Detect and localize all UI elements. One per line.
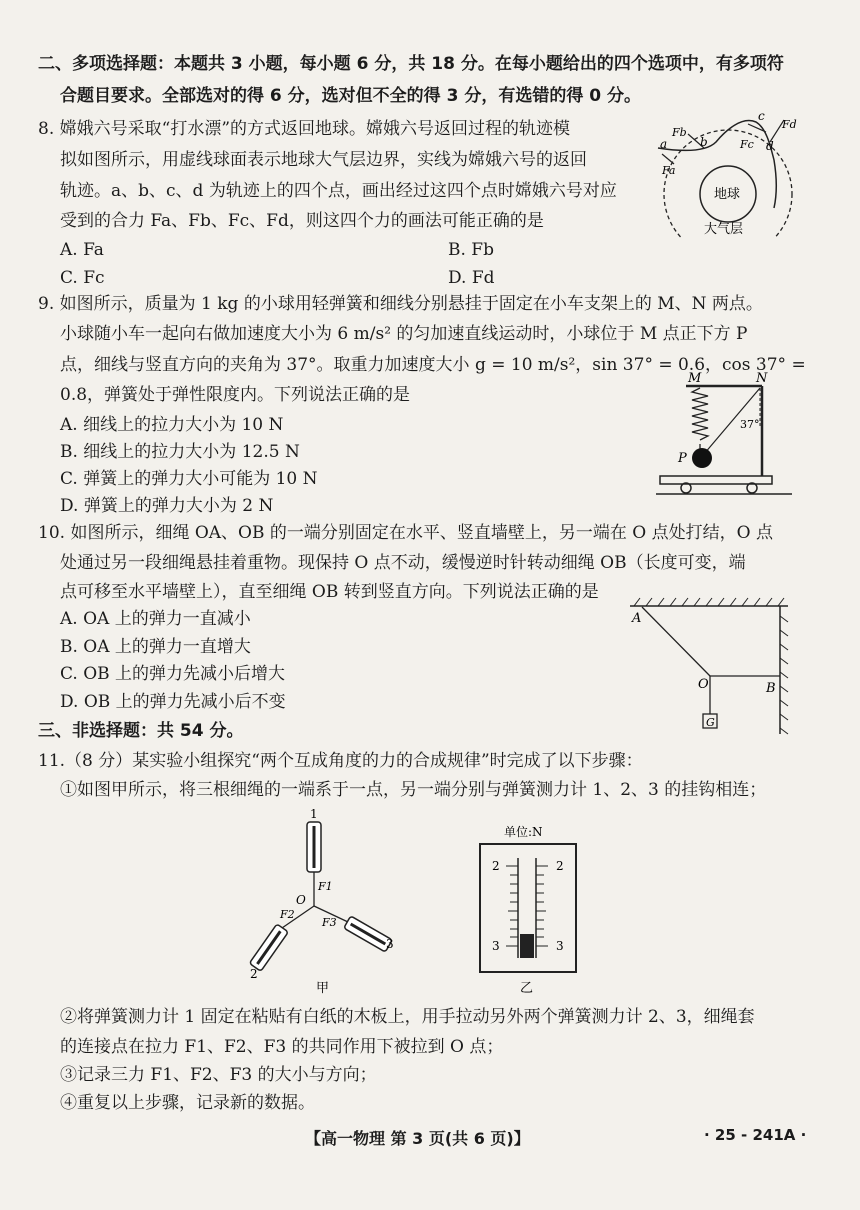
pointer bbox=[520, 934, 534, 958]
fc-label: Fc bbox=[740, 138, 754, 151]
q8-trajectory-figure bbox=[644, 108, 804, 238]
point-n-label: N bbox=[756, 371, 768, 386]
point-p-label: P bbox=[678, 451, 687, 466]
q8-line2: 拟如图所示，用虚线球面表示地球大气层边界，实线为嫦娥六号的返回 bbox=[60, 150, 587, 170]
q8-option-b: B. Fb bbox=[448, 240, 494, 260]
f2-label: F2 bbox=[280, 908, 295, 921]
meter-3-label: 3 bbox=[386, 937, 394, 951]
q8-line3: 轨迹。a、b、c、d 为轨迹上的四个点，画出经过这四个点时嫦娥六号对应 bbox=[60, 181, 617, 201]
meter-2-label: 2 bbox=[250, 967, 258, 981]
force-fc-arrow bbox=[748, 124, 766, 132]
q10-option-b: B. OA 上的弹力一直增大 bbox=[60, 637, 251, 657]
q10-line2: 处通过另一段细绳悬挂着重物。现保持 O 点不动，缓慢逆时针转动细绳 OB（长度可变，端 bbox=[60, 553, 746, 573]
q9-option-b: B. 细线上的拉力大小为 12.5 N bbox=[60, 442, 300, 462]
q11-step3: ③记录三力 F1、F2、F3 的大小与方向； bbox=[60, 1065, 377, 1085]
q8-option-c: C. Fc bbox=[60, 268, 105, 288]
weight-g-label: G bbox=[706, 716, 715, 729]
unit-label: 单位:N bbox=[504, 825, 543, 839]
q10-rope-figure bbox=[628, 596, 796, 740]
q9-option-d: D. 弹簧上的弹力大小为 2 N bbox=[60, 496, 274, 516]
rope-oa bbox=[642, 607, 710, 676]
fa-label: Fa bbox=[662, 164, 676, 177]
q11-step1: ①如图甲所示，将三根细绳的一端系于一点，另一端分别与弹簧测力计 1、2、3 的挂钩相连； bbox=[60, 780, 767, 800]
spring bbox=[692, 388, 708, 440]
figure-yi-caption: 乙 bbox=[520, 981, 534, 996]
point-a-label: a bbox=[660, 137, 668, 151]
q10-line3: 点可移至水平墙壁上），直至细绳 OB 转到竖直方向。下列说法正确的是 bbox=[60, 582, 599, 602]
tick-2-right: 2 bbox=[556, 859, 564, 873]
q10-line1: 10. 如图所示，细绳 OA、OB 的一端分别固定在水平、竖直墙壁上，另一端在 O 点处打结，O 点 bbox=[38, 523, 773, 543]
earth-label: 地球 bbox=[714, 187, 741, 202]
q10-option-d: D. OB 上的弹力先减小后不变 bbox=[60, 692, 286, 712]
point-o-label: O bbox=[296, 893, 306, 907]
q11-line1: 11.（8 分）某实验小组探究“两个互成角度的力的合成规律”时完成了以下步骤： bbox=[38, 751, 643, 771]
q9-option-c: C. 弹簧上的弹力大小可能为 10 N bbox=[60, 469, 318, 489]
q9-line2: 小球随小车一起向右做加速度大小为 6 m/s² 的匀加速直线运动时，小球位于 M 点正下方 P bbox=[60, 324, 748, 344]
figure-jia-caption: 甲 bbox=[316, 981, 330, 996]
q9-line4: 0.8，弹簧处于弹性限度内。下列说法正确的是 bbox=[60, 385, 411, 405]
q8-line1: 8. 嫦娥六号采取“打水漂”的方式返回地球。嫦娥六号返回过程的轨迹模 bbox=[38, 119, 571, 139]
q11-step2a: ②将弹簧测力计 1 固定在粘贴有白纸的木板上，用手拉动另外两个弹簧测力计 2、3，细绳套 bbox=[60, 1007, 755, 1027]
point-b-label: B bbox=[766, 681, 776, 696]
f3-label: F3 bbox=[322, 916, 337, 929]
section2-line2: 合题目要求。全部选对的得 6 分，选对但不全的得 3 分，有选错的得 0 分。 bbox=[60, 86, 641, 106]
q9-cart-figure bbox=[656, 368, 796, 508]
point-d-label: d bbox=[766, 139, 774, 153]
atmosphere-label: 大气层 bbox=[704, 222, 744, 237]
q9-option-a: A. 细线上的拉力大小为 10 N bbox=[60, 415, 284, 435]
force-fa-arrow bbox=[662, 154, 674, 164]
point-m-label: M bbox=[688, 371, 702, 386]
q11-figure-yi bbox=[470, 822, 590, 996]
q8-line4: 受到的合力 Fa、Fb、Fc、Fd，则这四个力的画法可能正确的是 bbox=[60, 211, 544, 231]
section2-line1: 二、多项选择题：本题共 3 小题，每小题 6 分，共 18 分。在每小题给出的四个选项中，有多项符 bbox=[38, 54, 784, 74]
q11-figure-jia bbox=[236, 806, 416, 996]
section3-title: 三、非选择题：共 54 分。 bbox=[38, 721, 244, 741]
page-footer: 【高一物理 第 3 页(共 6 页)】 bbox=[305, 1129, 530, 1148]
fb-label: Fb bbox=[672, 126, 687, 139]
point-o-label: O bbox=[698, 677, 709, 692]
point-c-label: c bbox=[758, 109, 765, 123]
cart-body bbox=[660, 476, 772, 484]
angle-label: 37° bbox=[740, 418, 760, 431]
page-code: · 25 - 241A · bbox=[704, 1126, 807, 1144]
q10-option-a: A. OA 上的弹力一直减小 bbox=[60, 609, 251, 629]
point-b-label: b bbox=[700, 135, 708, 149]
q11-step4: ④重复以上步骤，记录新的数据。 bbox=[60, 1093, 315, 1113]
tick-3-right: 3 bbox=[556, 939, 564, 953]
f1-label: F1 bbox=[318, 880, 333, 893]
ball bbox=[692, 448, 712, 468]
q8-option-d: D. Fd bbox=[448, 268, 495, 288]
meter-2 bbox=[249, 924, 288, 971]
wall-hatch bbox=[780, 616, 788, 734]
meter-1-label: 1 bbox=[310, 807, 318, 821]
q9-line3: 点，细线与竖直方向的夹角为 37°。取重力加速度大小 g = 10 m/s²，sin 37° = 0.6，cos 37° = bbox=[60, 355, 806, 375]
ceiling-hatch bbox=[634, 598, 784, 606]
point-a-label: A bbox=[632, 611, 642, 626]
q9-line1: 9. 如图所示，质量为 1 kg 的小球用轻弹簧和细线分别悬挂于固定在小车支架上的 M、N 两点。 bbox=[38, 294, 763, 314]
q8-option-a: A. Fa bbox=[60, 240, 104, 260]
meter-3 bbox=[344, 916, 393, 952]
tick-3-left: 3 bbox=[492, 939, 500, 953]
q10-option-c: C. OB 上的弹力先减小后增大 bbox=[60, 664, 286, 684]
fd-label: Fd bbox=[782, 118, 797, 131]
q11-step2b: 的连接点在拉力 F1、F2、F3 的共同作用下被拉到 O 点； bbox=[60, 1037, 504, 1057]
tick-2-left: 2 bbox=[492, 859, 500, 873]
